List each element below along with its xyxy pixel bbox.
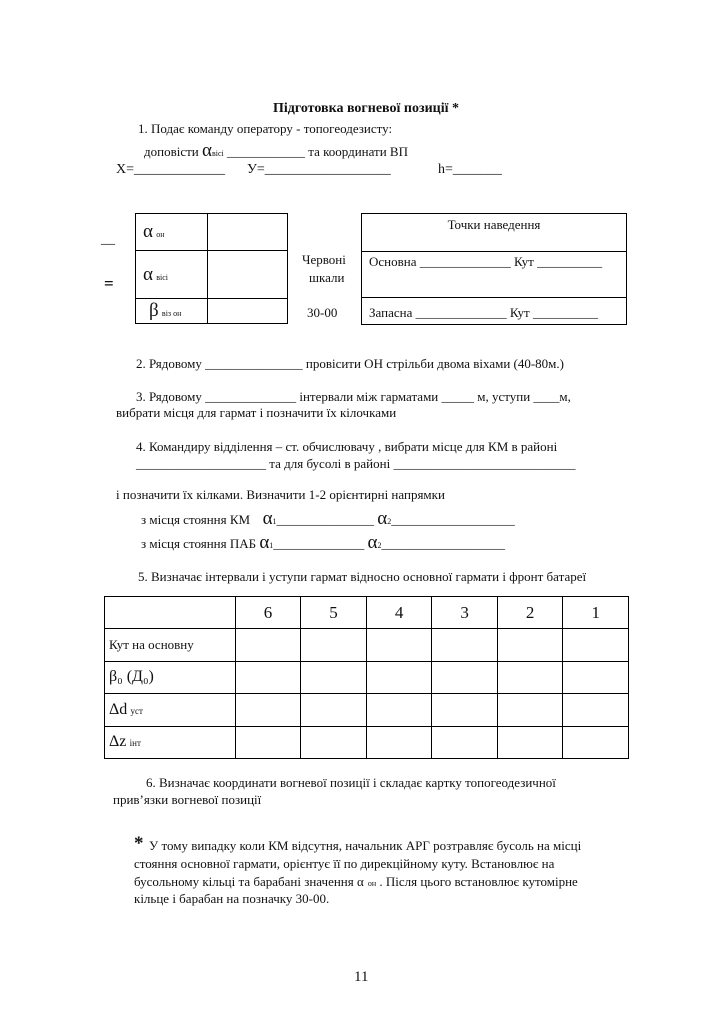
paf-blank1: ______________ bbox=[273, 536, 365, 551]
main-point-line: Основна ______________ Кут __________ bbox=[369, 254, 603, 269]
h-coordinate-field: h=_______ bbox=[438, 162, 502, 177]
footnote-line2: стояння основної гармати, орієнтує її по дирекційному куту. Встановлює на bbox=[134, 856, 555, 871]
aiming-points-header: Точки наведення bbox=[362, 214, 626, 252]
paf-directions-line bbox=[141, 532, 505, 554]
delta-z-subscript: інт bbox=[129, 738, 141, 749]
delta-d-subscript: уст bbox=[130, 705, 143, 716]
red-scales-label-1: Червоні bbox=[302, 252, 346, 267]
table-cell bbox=[366, 726, 432, 758]
angles-cell-beta bbox=[136, 299, 208, 324]
red-scales-value: 30-00 bbox=[307, 305, 338, 320]
item4-line3: і позначити їх кілками. Визначити 1-2 орієнтирні напрямки bbox=[116, 487, 445, 502]
row-label-delta-z bbox=[105, 726, 236, 758]
table-cell bbox=[432, 726, 498, 758]
row-label-angle: Кут на основну bbox=[105, 629, 236, 661]
table-cell bbox=[301, 661, 367, 693]
table-cell bbox=[563, 694, 629, 726]
alpha-visi-subscript: віcі bbox=[156, 272, 168, 282]
paf-alpha1-symbol: α bbox=[259, 532, 270, 553]
km-directions-line bbox=[141, 508, 515, 530]
table-cell bbox=[235, 661, 301, 693]
footnote-alpha-subscript: он bbox=[367, 879, 377, 888]
alpha-subscript: віcі bbox=[211, 149, 224, 158]
table-cell bbox=[563, 661, 629, 693]
paf-alpha2-symbol: α bbox=[367, 532, 378, 553]
guns-table-corner bbox=[105, 597, 236, 629]
km-alpha1-subscript: 1 bbox=[272, 517, 277, 526]
table-cell bbox=[432, 661, 498, 693]
angles-cell-alpha-visi bbox=[136, 251, 208, 299]
beta-subscript: віз он bbox=[161, 309, 182, 318]
paf-alpha2-subscript: 2 bbox=[377, 541, 382, 550]
page-number: 11 bbox=[354, 969, 369, 985]
km-alpha2-subscript: 2 bbox=[387, 517, 392, 526]
km-blank2: ___________________ bbox=[391, 512, 515, 527]
table-cell bbox=[366, 694, 432, 726]
alpha-symbol: α bbox=[201, 140, 212, 161]
footnote-line1: У тому випадку коли КМ відсутня, начальник АРГ розтравляє бусоль на місці bbox=[149, 838, 582, 853]
page-title: Підготовка вогневої позиції * bbox=[273, 101, 460, 116]
footnote-line3 bbox=[134, 874, 578, 890]
table-cell bbox=[366, 629, 432, 661]
km-alpha2-symbol: α bbox=[377, 508, 388, 529]
alpha-visi-symbol: α bbox=[143, 263, 153, 285]
footnote-star: * bbox=[134, 833, 144, 854]
minus-sign: __ bbox=[101, 232, 115, 247]
guns-table bbox=[104, 596, 629, 759]
item1-line1: 1. Подає команду оператору - топогеодезисту: bbox=[138, 121, 393, 136]
table-cell bbox=[497, 661, 563, 693]
item6-line1: 6. Визначає координати вогневої позиції і складає картку топогеодезичної bbox=[146, 775, 556, 790]
item6-line2: прив’язки вогневої позиції bbox=[113, 792, 262, 807]
angles-table bbox=[135, 213, 288, 324]
alpha-on-symbol: α bbox=[143, 221, 153, 242]
table-cell bbox=[301, 629, 367, 661]
table-cell bbox=[563, 726, 629, 758]
gun-column-3: 3 bbox=[432, 597, 498, 629]
table-cell bbox=[497, 726, 563, 758]
item3-line2: вибрати місця для гармат і позначити їх кілочками bbox=[116, 405, 397, 420]
beta-symbol: β bbox=[149, 300, 159, 321]
angles-cell-alpha-on-value bbox=[208, 214, 288, 251]
footnote-line3-start: бусольному кільці та барабані значення α bbox=[134, 874, 364, 889]
gun-column-5: 5 bbox=[301, 597, 367, 629]
aiming-points-box bbox=[361, 213, 627, 325]
item1-report-blank: ____________ bbox=[226, 144, 305, 159]
angles-cell-alpha-on bbox=[136, 214, 208, 251]
row-label-delta-d bbox=[105, 694, 236, 726]
table-row bbox=[105, 726, 629, 758]
table-row bbox=[105, 629, 629, 661]
row-label-beta: β₀ (Д₀) bbox=[105, 661, 236, 693]
table-cell bbox=[563, 629, 629, 661]
y-coordinate-field: У=__________________ bbox=[247, 162, 391, 177]
table-cell bbox=[497, 694, 563, 726]
table-cell bbox=[235, 694, 301, 726]
delta-z-symbol: Δz bbox=[109, 733, 127, 751]
item5: 5. Визначає інтервали і уступи гармат відносно основної гармати і фронт батареї bbox=[138, 569, 587, 584]
delta-d-symbol: Δd bbox=[109, 700, 128, 718]
angles-cell-alpha-visi-value bbox=[208, 251, 288, 299]
item4-line2: ____________________ та для бусолі в районі ____________________________ bbox=[136, 456, 576, 471]
table-row bbox=[105, 694, 629, 726]
points-divider bbox=[362, 297, 626, 298]
paf-alpha1-subscript: 1 bbox=[269, 541, 274, 550]
table-row bbox=[105, 661, 629, 693]
table-cell bbox=[366, 661, 432, 693]
gun-column-6: 6 bbox=[235, 597, 301, 629]
table-cell bbox=[301, 726, 367, 758]
footnote-line4: кільце і барабан на позначку 30-00. bbox=[134, 891, 330, 906]
item1-report-prefix: доповісти bbox=[144, 144, 199, 159]
table-cell bbox=[235, 629, 301, 661]
paf-blank2: ___________________ bbox=[381, 536, 506, 551]
table-cell bbox=[301, 694, 367, 726]
paf-prefix: з місця стояння ПАБ bbox=[141, 536, 257, 551]
item2: 2. Рядовому _______________ провісити ОН стрільби двома віхами (40-80м.) bbox=[136, 356, 564, 371]
reserve-point-line: Запасна ______________ Кут __________ bbox=[369, 305, 598, 320]
x-coordinate-field: X=_____________ bbox=[116, 162, 226, 177]
km-blank1: _______________ bbox=[276, 512, 375, 527]
gun-column-4: 4 bbox=[366, 597, 432, 629]
gun-column-2: 2 bbox=[497, 597, 563, 629]
table-cell bbox=[235, 726, 301, 758]
km-prefix: з місця стояння КМ bbox=[141, 512, 251, 527]
table-cell bbox=[432, 629, 498, 661]
footnote-line3-end: . Після цього встановлює кутомірне bbox=[379, 874, 578, 889]
km-alpha1-symbol: α bbox=[262, 508, 273, 529]
item1-report-suffix: та координати ВП bbox=[308, 144, 408, 159]
gun-column-1: 1 bbox=[563, 597, 629, 629]
table-cell bbox=[432, 694, 498, 726]
item4-line1: 4. Командиру відділення – ст. обчислювачу , вибрати місце для КМ в районі bbox=[136, 439, 558, 454]
alpha-on-subscript: он bbox=[156, 230, 165, 239]
item3-line1: 3. Рядовому ______________ інтервали між гарматами _____ м, уступи ____м, bbox=[136, 389, 571, 404]
item1-report-line bbox=[144, 140, 408, 162]
table-cell bbox=[497, 629, 563, 661]
red-scales-label-2: шкали bbox=[309, 270, 345, 285]
equals-sign: = bbox=[104, 274, 114, 293]
angles-cell-beta-value bbox=[208, 299, 288, 324]
